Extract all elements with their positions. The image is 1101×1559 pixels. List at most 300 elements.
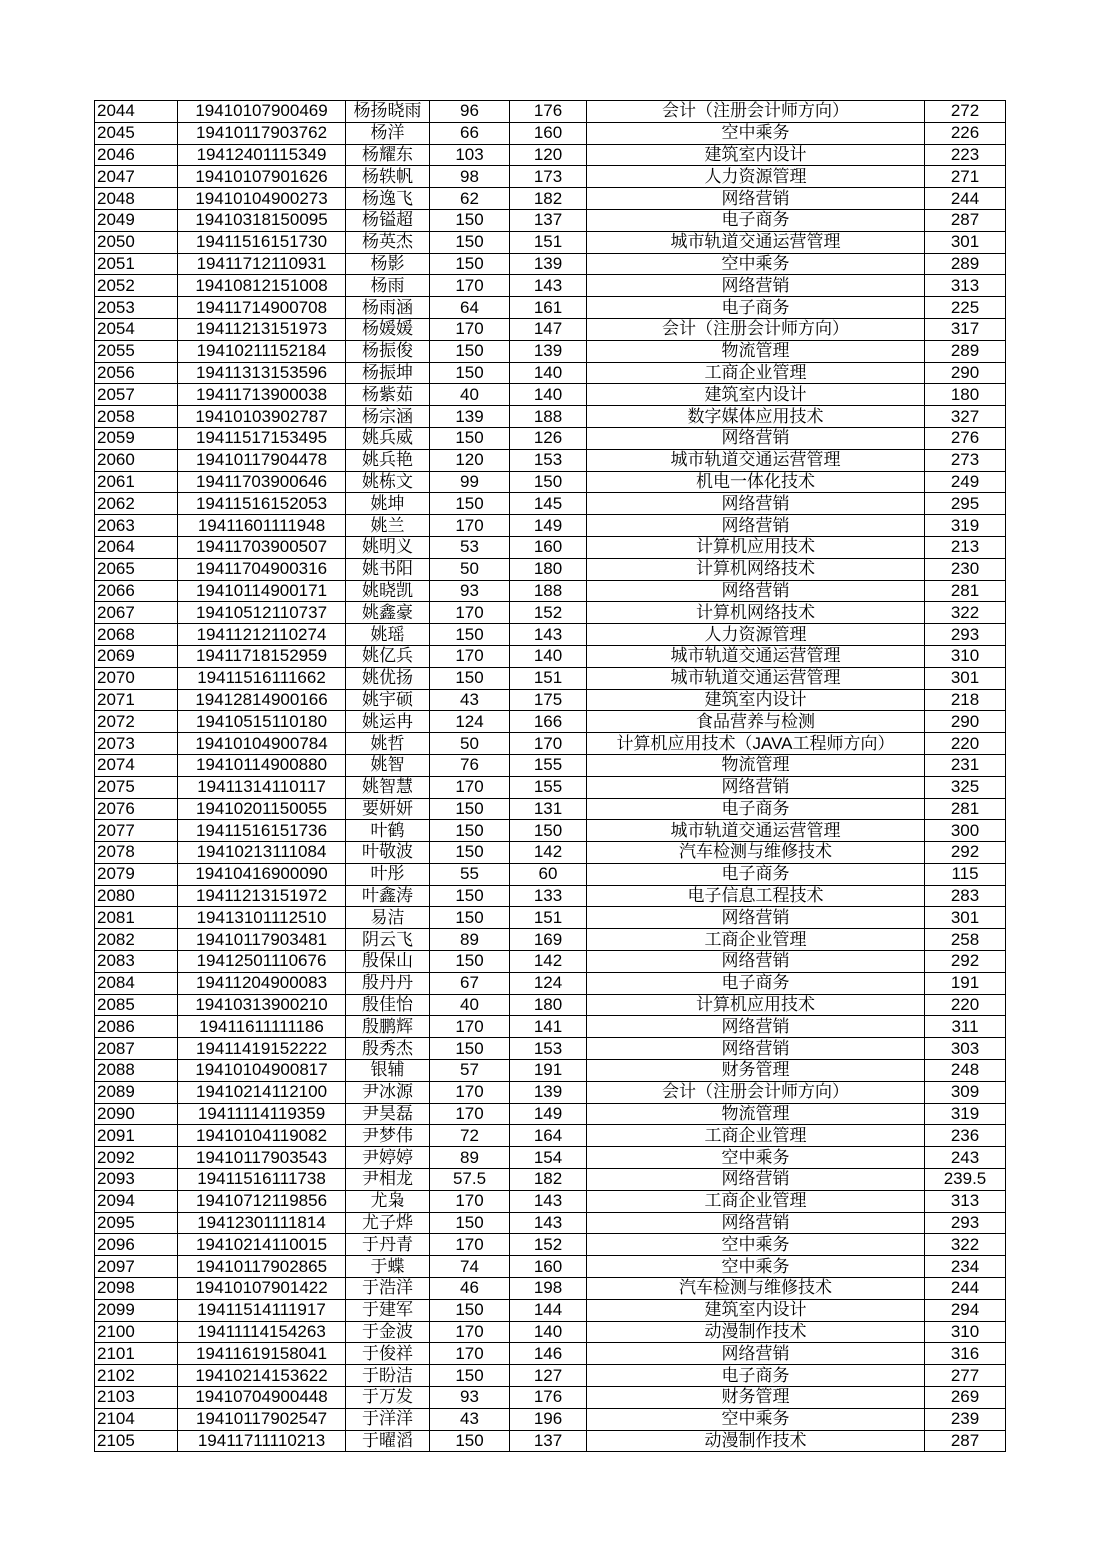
score-a-cell: 40 — [430, 384, 510, 406]
exam-id-cell: 19410114900171 — [178, 580, 346, 602]
row-number-cell: 2055 — [95, 340, 178, 362]
score-b-cell: 196 — [510, 1408, 587, 1430]
score-a-cell: 64 — [430, 297, 510, 319]
exam-id-cell: 19412501110676 — [178, 951, 346, 973]
total-score-cell: 313 — [925, 1190, 1006, 1212]
table-row — [95, 907, 1006, 929]
table-row — [95, 994, 1006, 1016]
major-cell: 建筑室内设计 — [587, 689, 925, 711]
table-row — [95, 1387, 1006, 1409]
score-a-cell: 150 — [430, 253, 510, 275]
major-cell: 城市轨道交通运营管理 — [587, 645, 925, 667]
total-score-cell: 191 — [925, 972, 1006, 994]
exam-id-cell: 19411713900038 — [178, 384, 346, 406]
row-number-cell: 2050 — [95, 231, 178, 253]
major-cell: 城市轨道交通运营管理 — [587, 667, 925, 689]
student-name-cell: 于俊祥 — [346, 1343, 430, 1365]
major-cell: 数字媒体应用技术 — [587, 406, 925, 428]
table-row — [95, 1060, 1006, 1082]
table-row — [95, 1016, 1006, 1038]
score-b-cell: 143 — [510, 624, 587, 646]
student-name-cell: 姚晓凯 — [346, 580, 430, 602]
total-score-cell: 287 — [925, 1430, 1006, 1452]
total-score-cell: 300 — [925, 820, 1006, 842]
major-cell: 城市轨道交通运营管理 — [587, 820, 925, 842]
major-cell: 动漫制作技术 — [587, 1321, 925, 1343]
row-number-cell: 2070 — [95, 667, 178, 689]
major-cell: 电子商务 — [587, 863, 925, 885]
score-b-cell: 180 — [510, 994, 587, 1016]
score-a-cell: 170 — [430, 1081, 510, 1103]
major-cell: 网络营销 — [587, 776, 925, 798]
major-cell: 工商企业管理 — [587, 929, 925, 951]
exam-id-cell: 19410107900469 — [178, 101, 346, 123]
row-number-cell: 2080 — [95, 885, 178, 907]
exam-id-cell: 19410416900090 — [178, 863, 346, 885]
table-row — [95, 515, 1006, 537]
row-number-cell: 2083 — [95, 951, 178, 973]
row-number-cell: 2061 — [95, 471, 178, 493]
total-score-cell: 273 — [925, 449, 1006, 471]
total-score-cell: 248 — [925, 1060, 1006, 1082]
exam-id-cell: 19411516152053 — [178, 493, 346, 515]
student-name-cell: 殷鹏辉 — [346, 1016, 430, 1038]
score-a-cell: 150 — [430, 231, 510, 253]
score-b-cell: 140 — [510, 384, 587, 406]
student-name-cell: 尹相龙 — [346, 1169, 430, 1191]
score-b-cell: 127 — [510, 1365, 587, 1387]
student-name-cell: 杨振俊 — [346, 340, 430, 362]
major-cell: 建筑室内设计 — [587, 384, 925, 406]
total-score-cell: 231 — [925, 754, 1006, 776]
score-b-cell: 188 — [510, 406, 587, 428]
student-name-cell: 姚智 — [346, 754, 430, 776]
row-number-cell: 2072 — [95, 711, 178, 733]
score-a-cell: 150 — [430, 1212, 510, 1234]
score-b-cell: 151 — [510, 907, 587, 929]
total-score-cell: 290 — [925, 711, 1006, 733]
table-row — [95, 449, 1006, 471]
row-number-cell: 2054 — [95, 318, 178, 340]
major-cell: 网络营销 — [587, 1016, 925, 1038]
student-name-cell: 杨紫茹 — [346, 384, 430, 406]
major-cell: 空中乘务 — [587, 1147, 925, 1169]
major-cell: 食品营养与检测 — [587, 711, 925, 733]
score-b-cell: 146 — [510, 1343, 587, 1365]
score-a-cell: 150 — [430, 951, 510, 973]
student-name-cell: 尹昊磊 — [346, 1103, 430, 1125]
total-score-cell: 230 — [925, 558, 1006, 580]
exam-id-cell: 19410104900784 — [178, 733, 346, 755]
total-score-cell: 303 — [925, 1038, 1006, 1060]
total-score-cell: 249 — [925, 471, 1006, 493]
total-score-cell: 289 — [925, 340, 1006, 362]
score-a-cell: 99 — [430, 471, 510, 493]
exam-id-cell: 19410114900880 — [178, 754, 346, 776]
table-row — [95, 362, 1006, 384]
row-number-cell: 2085 — [95, 994, 178, 1016]
exam-id-cell: 19411714900708 — [178, 297, 346, 319]
total-score-cell: 294 — [925, 1299, 1006, 1321]
exam-id-cell: 19410117904478 — [178, 449, 346, 471]
score-b-cell: 150 — [510, 471, 587, 493]
score-a-cell: 150 — [430, 209, 510, 231]
table-row — [95, 1365, 1006, 1387]
row-number-cell: 2094 — [95, 1190, 178, 1212]
table-row — [95, 318, 1006, 340]
table-row — [95, 209, 1006, 231]
row-number-cell: 2046 — [95, 144, 178, 166]
score-a-cell: 150 — [430, 1365, 510, 1387]
table-row — [95, 1234, 1006, 1256]
score-b-cell: 150 — [510, 820, 587, 842]
exam-id-cell: 19411313153596 — [178, 362, 346, 384]
total-score-cell: 243 — [925, 1147, 1006, 1169]
score-a-cell: 93 — [430, 1387, 510, 1409]
table-row — [95, 231, 1006, 253]
major-cell: 网络营销 — [587, 188, 925, 210]
total-score-cell: 115 — [925, 863, 1006, 885]
score-table-body — [95, 101, 1006, 1452]
exam-id-cell: 19411711110213 — [178, 1430, 346, 1452]
table-row — [95, 842, 1006, 864]
table-row — [95, 340, 1006, 362]
exam-id-cell: 19411114154263 — [178, 1321, 346, 1343]
total-score-cell: 272 — [925, 101, 1006, 123]
exam-id-cell: 19411619158041 — [178, 1343, 346, 1365]
score-b-cell: 139 — [510, 253, 587, 275]
exam-id-cell: 19410104900817 — [178, 1060, 346, 1082]
exam-id-cell: 19410107901422 — [178, 1278, 346, 1300]
exam-id-cell: 19410214153622 — [178, 1365, 346, 1387]
row-number-cell: 2062 — [95, 493, 178, 515]
score-b-cell: 149 — [510, 515, 587, 537]
exam-id-cell: 19411712110931 — [178, 253, 346, 275]
table-row — [95, 144, 1006, 166]
exam-id-cell: 19411314110117 — [178, 776, 346, 798]
score-b-cell: 160 — [510, 1256, 587, 1278]
major-cell: 会计（注册会计师方向） — [587, 1081, 925, 1103]
student-name-cell: 姚兵艳 — [346, 449, 430, 471]
score-b-cell: 160 — [510, 122, 587, 144]
student-name-cell: 杨镒超 — [346, 209, 430, 231]
student-name-cell: 姚明义 — [346, 536, 430, 558]
row-number-cell: 2101 — [95, 1343, 178, 1365]
major-cell: 网络营销 — [587, 1169, 925, 1191]
student-name-cell: 殷秀杰 — [346, 1038, 430, 1060]
score-b-cell: 161 — [510, 297, 587, 319]
exam-id-cell: 19412301111814 — [178, 1212, 346, 1234]
total-score-cell: 319 — [925, 515, 1006, 537]
score-a-cell: 150 — [430, 427, 510, 449]
total-score-cell: 223 — [925, 144, 1006, 166]
score-a-cell: 57.5 — [430, 1169, 510, 1191]
total-score-cell: 287 — [925, 209, 1006, 231]
major-cell: 动漫制作技术 — [587, 1430, 925, 1452]
exam-id-cell: 19411213151973 — [178, 318, 346, 340]
student-name-cell: 于建军 — [346, 1299, 430, 1321]
total-score-cell: 310 — [925, 1321, 1006, 1343]
major-cell: 网络营销 — [587, 493, 925, 515]
exam-id-cell: 19411419152222 — [178, 1038, 346, 1060]
total-score-cell: 276 — [925, 427, 1006, 449]
score-a-cell: 46 — [430, 1278, 510, 1300]
row-number-cell: 2074 — [95, 754, 178, 776]
score-b-cell: 139 — [510, 340, 587, 362]
row-number-cell: 2077 — [95, 820, 178, 842]
table-row — [95, 1081, 1006, 1103]
score-a-cell: 40 — [430, 994, 510, 1016]
major-cell: 计算机应用技术 — [587, 994, 925, 1016]
total-score-cell: 310 — [925, 645, 1006, 667]
row-number-cell: 2048 — [95, 188, 178, 210]
total-score-cell: 311 — [925, 1016, 1006, 1038]
score-b-cell: 126 — [510, 427, 587, 449]
major-cell: 物流管理 — [587, 754, 925, 776]
score-b-cell: 191 — [510, 1060, 587, 1082]
row-number-cell: 2051 — [95, 253, 178, 275]
student-name-cell: 杨耀东 — [346, 144, 430, 166]
major-cell: 网络营销 — [587, 1212, 925, 1234]
score-a-cell: 62 — [430, 188, 510, 210]
row-number-cell: 2105 — [95, 1430, 178, 1452]
row-number-cell: 2092 — [95, 1147, 178, 1169]
row-number-cell: 2098 — [95, 1278, 178, 1300]
score-a-cell: 150 — [430, 340, 510, 362]
row-number-cell: 2067 — [95, 602, 178, 624]
score-b-cell: 152 — [510, 1234, 587, 1256]
total-score-cell: 293 — [925, 1212, 1006, 1234]
major-cell: 网络营销 — [587, 1343, 925, 1365]
total-score-cell: 220 — [925, 994, 1006, 1016]
table-row — [95, 1343, 1006, 1365]
row-number-cell: 2082 — [95, 929, 178, 951]
exam-id-cell: 19410704900448 — [178, 1387, 346, 1409]
row-number-cell: 2056 — [95, 362, 178, 384]
student-name-cell: 杨逸飞 — [346, 188, 430, 210]
row-number-cell: 2091 — [95, 1125, 178, 1147]
row-number-cell: 2104 — [95, 1408, 178, 1430]
score-b-cell: 131 — [510, 798, 587, 820]
student-name-cell: 于金波 — [346, 1321, 430, 1343]
row-number-cell: 2089 — [95, 1081, 178, 1103]
table-row — [95, 253, 1006, 275]
total-score-cell: 292 — [925, 951, 1006, 973]
exam-id-cell: 19411718152959 — [178, 645, 346, 667]
major-cell: 网络营销 — [587, 580, 925, 602]
score-b-cell: 155 — [510, 754, 587, 776]
total-score-cell: 319 — [925, 1103, 1006, 1125]
row-number-cell: 2063 — [95, 515, 178, 537]
row-number-cell: 2096 — [95, 1234, 178, 1256]
score-a-cell: 43 — [430, 1408, 510, 1430]
table-row — [95, 820, 1006, 842]
score-a-cell: 67 — [430, 972, 510, 994]
score-a-cell: 53 — [430, 536, 510, 558]
student-name-cell: 银辅 — [346, 1060, 430, 1082]
table-row — [95, 624, 1006, 646]
major-cell: 空中乘务 — [587, 122, 925, 144]
student-name-cell: 姚瑶 — [346, 624, 430, 646]
score-a-cell: 43 — [430, 689, 510, 711]
row-number-cell: 2093 — [95, 1169, 178, 1191]
score-b-cell: 140 — [510, 1321, 587, 1343]
score-a-cell: 150 — [430, 1430, 510, 1452]
score-a-cell: 150 — [430, 667, 510, 689]
exam-id-cell: 19410812151008 — [178, 275, 346, 297]
table-row — [95, 1278, 1006, 1300]
row-number-cell: 2064 — [95, 536, 178, 558]
student-name-cell: 杨扬晓雨 — [346, 101, 430, 123]
total-score-cell: 316 — [925, 1343, 1006, 1365]
major-cell: 电子信息工程技术 — [587, 885, 925, 907]
score-a-cell: 170 — [430, 1016, 510, 1038]
total-score-cell: 295 — [925, 493, 1006, 515]
exam-id-cell: 19411703900646 — [178, 471, 346, 493]
score-a-cell: 150 — [430, 362, 510, 384]
major-cell: 空中乘务 — [587, 1234, 925, 1256]
exam-id-cell: 19410117902865 — [178, 1256, 346, 1278]
score-b-cell: 124 — [510, 972, 587, 994]
total-score-cell: 213 — [925, 536, 1006, 558]
major-cell: 会计（注册会计师方向） — [587, 101, 925, 123]
score-b-cell: 147 — [510, 318, 587, 340]
exam-id-cell: 19411611111186 — [178, 1016, 346, 1038]
score-a-cell: 150 — [430, 624, 510, 646]
row-number-cell: 2078 — [95, 842, 178, 864]
score-b-cell: 175 — [510, 689, 587, 711]
row-number-cell: 2044 — [95, 101, 178, 123]
exam-id-cell: 19410318150095 — [178, 209, 346, 231]
score-a-cell: 150 — [430, 885, 510, 907]
score-a-cell: 57 — [430, 1060, 510, 1082]
exam-id-cell: 19410214110015 — [178, 1234, 346, 1256]
student-name-cell: 杨雨涵 — [346, 297, 430, 319]
major-cell: 网络营销 — [587, 275, 925, 297]
major-cell: 电子商务 — [587, 798, 925, 820]
student-name-cell: 姚栋文 — [346, 471, 430, 493]
exam-id-cell: 19411213151972 — [178, 885, 346, 907]
score-a-cell: 170 — [430, 776, 510, 798]
student-name-cell: 姚智慧 — [346, 776, 430, 798]
score-b-cell: 145 — [510, 493, 587, 515]
student-name-cell: 叶鑫涛 — [346, 885, 430, 907]
exam-id-cell: 19410213111084 — [178, 842, 346, 864]
table-row — [95, 1169, 1006, 1191]
score-a-cell: 124 — [430, 711, 510, 733]
major-cell: 汽车检测与维修技术 — [587, 1278, 925, 1300]
table-row — [95, 1212, 1006, 1234]
student-name-cell: 杨宗涵 — [346, 406, 430, 428]
exam-id-cell: 19410107901626 — [178, 166, 346, 188]
student-name-cell: 姚坤 — [346, 493, 430, 515]
major-cell: 物流管理 — [587, 1103, 925, 1125]
score-a-cell: 76 — [430, 754, 510, 776]
major-cell: 网络营销 — [587, 951, 925, 973]
student-name-cell: 姚优扬 — [346, 667, 430, 689]
total-score-cell: 309 — [925, 1081, 1006, 1103]
score-a-cell: 150 — [430, 1038, 510, 1060]
table-row — [95, 929, 1006, 951]
student-name-cell: 姚宇硕 — [346, 689, 430, 711]
major-cell: 人力资源管理 — [587, 624, 925, 646]
table-row — [95, 1038, 1006, 1060]
exam-id-cell: 19412814900166 — [178, 689, 346, 711]
table-row — [95, 1147, 1006, 1169]
score-a-cell: 170 — [430, 602, 510, 624]
row-number-cell: 2052 — [95, 275, 178, 297]
table-row — [95, 1256, 1006, 1278]
score-b-cell: 142 — [510, 842, 587, 864]
score-a-cell: 170 — [430, 1321, 510, 1343]
exam-id-cell: 19410211152184 — [178, 340, 346, 362]
major-cell: 电子商务 — [587, 297, 925, 319]
table-row — [95, 122, 1006, 144]
score-b-cell: 180 — [510, 558, 587, 580]
major-cell: 物流管理 — [587, 340, 925, 362]
major-cell: 空中乘务 — [587, 1408, 925, 1430]
major-cell: 电子商务 — [587, 209, 925, 231]
row-number-cell: 2095 — [95, 1212, 178, 1234]
score-b-cell: 176 — [510, 1387, 587, 1409]
major-cell: 机电一体化技术 — [587, 471, 925, 493]
table-row — [95, 667, 1006, 689]
score-b-cell: 142 — [510, 951, 587, 973]
score-a-cell: 139 — [430, 406, 510, 428]
total-score-cell: 225 — [925, 297, 1006, 319]
total-score-cell: 322 — [925, 1234, 1006, 1256]
score-a-cell: 150 — [430, 820, 510, 842]
score-b-cell: 154 — [510, 1147, 587, 1169]
score-b-cell: 152 — [510, 602, 587, 624]
exam-id-cell: 19411204900083 — [178, 972, 346, 994]
total-score-cell: 301 — [925, 231, 1006, 253]
score-a-cell: 93 — [430, 580, 510, 602]
score-a-cell: 150 — [430, 1299, 510, 1321]
table-row — [95, 972, 1006, 994]
score-b-cell: 160 — [510, 536, 587, 558]
student-name-cell: 姚兰 — [346, 515, 430, 537]
exam-id-cell: 19410117903762 — [178, 122, 346, 144]
major-cell: 网络营销 — [587, 515, 925, 537]
row-number-cell: 2059 — [95, 427, 178, 449]
student-name-cell: 易洁 — [346, 907, 430, 929]
major-cell: 工商企业管理 — [587, 1125, 925, 1147]
score-a-cell: 72 — [430, 1125, 510, 1147]
score-b-cell: 153 — [510, 1038, 587, 1060]
student-name-cell: 尤子烨 — [346, 1212, 430, 1234]
total-score-cell: 301 — [925, 907, 1006, 929]
exam-id-cell: 19411212110274 — [178, 624, 346, 646]
student-name-cell: 叶彤 — [346, 863, 430, 885]
major-cell: 工商企业管理 — [587, 362, 925, 384]
exam-id-cell: 19411516111662 — [178, 667, 346, 689]
row-number-cell: 2097 — [95, 1256, 178, 1278]
student-name-cell: 尹婷婷 — [346, 1147, 430, 1169]
student-name-cell: 叶敬波 — [346, 842, 430, 864]
table-row — [95, 166, 1006, 188]
score-a-cell: 120 — [430, 449, 510, 471]
score-b-cell: 149 — [510, 1103, 587, 1125]
score-b-cell: 182 — [510, 1169, 587, 1191]
exam-id-cell: 19411516151730 — [178, 231, 346, 253]
major-cell: 网络营销 — [587, 427, 925, 449]
table-row — [95, 776, 1006, 798]
total-score-cell: 239 — [925, 1408, 1006, 1430]
score-b-cell: 137 — [510, 1430, 587, 1452]
major-cell: 计算机网络技术 — [587, 602, 925, 624]
row-number-cell: 2071 — [95, 689, 178, 711]
